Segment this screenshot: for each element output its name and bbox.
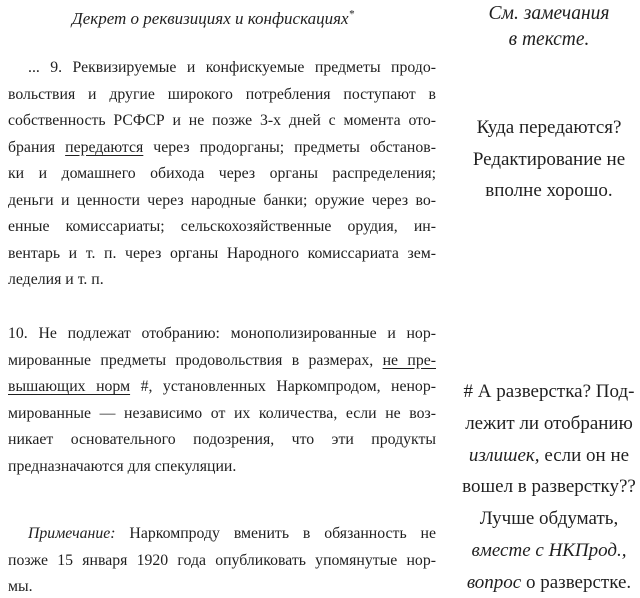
text-line — [8, 135, 436, 162]
text-line — [456, 408, 640, 440]
text-run: ки и домашнего обихода через органы распределения; — [8, 165, 436, 183]
text-run: брания — [8, 138, 66, 156]
text-line — [8, 82, 436, 109]
text-line — [8, 548, 436, 575]
text-line — [8, 427, 436, 454]
paragraph-point-10 — [8, 321, 436, 480]
text-run: мы. — [8, 578, 33, 596]
text-line — [8, 454, 436, 481]
text-run: См. замечания — [488, 3, 610, 24]
text-run: # А разверстка? Под- — [463, 381, 635, 402]
text-run: Декрет о реквизициях и конфискациях — [71, 9, 349, 28]
text-line — [8, 521, 436, 548]
text-line — [456, 144, 640, 176]
text-run: если он не — [539, 444, 630, 466]
paragraph-point-9 — [8, 55, 436, 294]
text-run: енные комиссариаты; сельскохозяйственные орудия, ин- — [8, 218, 436, 236]
paragraph-note — [8, 521, 436, 598]
margin-note-see-remarks — [456, 1, 640, 52]
text-run: не пре- — [382, 351, 436, 369]
text-line — [456, 112, 640, 144]
margin-note-where-transferred — [456, 112, 640, 207]
text-run: Примечание: — [28, 525, 116, 542]
text-line — [456, 503, 640, 535]
text-run: излишек, — [468, 444, 540, 466]
text-run: вентарь и т. п. через органы Народного комиссариата зем- — [8, 244, 436, 262]
text-run: через продорганы; предметы обстанов- — [143, 138, 436, 156]
text-run: вошел в разверстку?? — [462, 476, 636, 498]
text-run: о разверстке. — [521, 571, 632, 593]
text-run: #, установленных Наркомпродом, ненор- — [130, 378, 436, 396]
text-line — [8, 241, 436, 268]
text-run: лежит ли отобранию — [465, 412, 633, 434]
text-line — [456, 175, 640, 207]
text-run: собственность РСФСР и не позже 3-х дней с момента ото- — [8, 112, 436, 130]
text-line — [8, 108, 436, 135]
document-title — [0, 8, 426, 30]
text-run: деньги и ценности через народные банки; оружие через во- — [8, 191, 436, 209]
text-run: Редактирование не — [472, 148, 626, 170]
text-line — [8, 348, 436, 375]
text-run: вышающих норм — [8, 378, 131, 396]
text-run: Лучше обдумать, — [479, 508, 619, 530]
text-run: мированные — независимо от их количества, если не воз- — [8, 404, 436, 422]
text-run: вместе с НКПрод., — [471, 539, 627, 561]
text-run: ... 9. Реквизируемые и конфискуемые предметы продо- — [28, 59, 436, 76]
text-line — [8, 401, 436, 428]
text-line — [8, 214, 436, 241]
text-run: никает основательного подозрения, что эти продукты — [8, 431, 436, 449]
text-run: вполне хорошо. — [485, 180, 613, 201]
text-line — [8, 267, 436, 294]
text-line — [456, 440, 640, 472]
text-run: передаются — [65, 138, 144, 156]
text-run: 10. Не подлежат отобранию: монополизированные и нор- — [8, 325, 436, 342]
text-run: позже 15 января 1920 года опубликовать упомянутые нор- — [8, 551, 436, 569]
text-run: мированные предметы продовольствия в размерах, — [8, 351, 383, 369]
text-run: предназначаются для спекуляции. — [8, 457, 237, 475]
text-line — [8, 374, 436, 401]
text-line — [8, 55, 436, 82]
text-line — [456, 535, 640, 567]
text-line — [456, 567, 640, 598]
text-line — [456, 471, 640, 503]
text-run: в тексте. — [508, 28, 590, 50]
text-run: Куда передаются? — [476, 117, 622, 138]
text-run: * — [348, 8, 355, 21]
text-line — [0, 8, 426, 30]
text-line — [8, 161, 436, 188]
text-run: вольствия и другие широкого потребления поступают в — [8, 85, 436, 103]
text-line — [456, 376, 640, 408]
text-run: Наркомпроду вменить в обязанность не — [115, 525, 436, 542]
text-run: вопрос — [466, 571, 522, 593]
text-line — [456, 27, 640, 53]
text-line — [8, 321, 436, 348]
text-line — [456, 1, 640, 27]
margin-note-razverstka — [456, 376, 640, 598]
text-line — [8, 188, 436, 215]
text-run: леделия и т. п. — [8, 271, 104, 289]
text-line — [8, 574, 436, 598]
